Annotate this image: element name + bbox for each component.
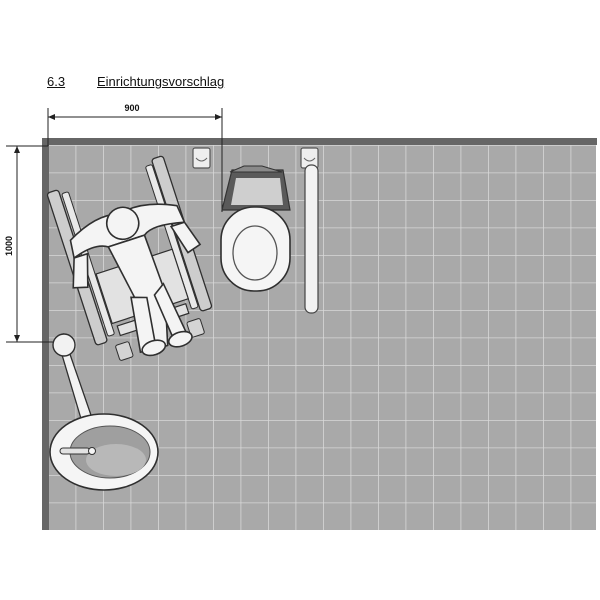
toilet-icon xyxy=(221,166,290,291)
height-label: 1000 xyxy=(4,235,14,257)
top-wall xyxy=(42,138,597,145)
paper-holder-icon xyxy=(193,148,210,168)
section-number: 6.3 xyxy=(47,74,66,89)
section-title: Einrichtungsvorschlag xyxy=(97,74,225,89)
width-label: 900 xyxy=(124,103,140,113)
sink-icon xyxy=(50,414,158,490)
grab-bar-icon xyxy=(305,165,318,313)
